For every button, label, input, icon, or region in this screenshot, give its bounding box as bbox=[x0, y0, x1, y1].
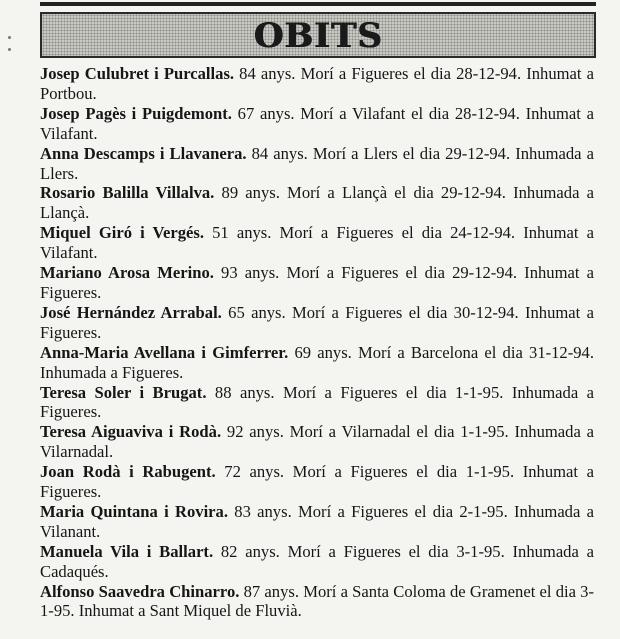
obituary-entry bbox=[40, 223, 594, 263]
deceased-name: Alfonso Saavedra Chinarro. bbox=[40, 581, 240, 601]
obituary-entry bbox=[40, 343, 594, 383]
obituary-entry bbox=[40, 383, 594, 423]
deceased-name: Anna Descamps i Llavanera. bbox=[40, 143, 247, 163]
obituary-entry bbox=[40, 303, 594, 343]
obituary-details: 92 anys. Morí a Vilarnadal el dia 1-1-95. Inhumada a Vilarnadal. bbox=[40, 422, 594, 462]
deceased-name: Teresa Soler i Brugat. bbox=[40, 382, 207, 402]
obituary-details: 84 anys. Morí a Llers el dia 29-12-94. Inhumada a Llers. bbox=[40, 143, 594, 183]
obituary-entry bbox=[40, 542, 594, 582]
obituary-entry bbox=[40, 462, 594, 502]
obituary-details: 67 anys. Morí a Vilafant el dia 28-12-94. Inhumat a Vilafant. bbox=[40, 103, 594, 143]
obituary-details: 69 anys. Morí a Barcelona el dia 31-12-94. Inhumada a Figueres. bbox=[40, 342, 594, 382]
deceased-name: Josep Culubret i Purcallas. bbox=[40, 64, 235, 83]
deceased-name: José Hernández Arrabal. bbox=[40, 302, 222, 322]
obituary-details: 72 anys. Morí a Figueres el dia 1-1-95. Inhumat a Figueres. bbox=[40, 462, 594, 502]
scan-speck bbox=[8, 36, 11, 39]
obituary-details: 87 anys. Morí a Santa Coloma de Gramenet el dia 3-1-95. Inhumat a Sant Miquel de Fluvià. bbox=[40, 581, 595, 621]
deceased-name: Teresa Aiguaviva i Rodà. bbox=[40, 422, 222, 442]
section-header bbox=[40, 12, 596, 58]
obituary-details: 84 anys. Morí a Figueres el dia 28-12-94. Inhumat a Portbou. bbox=[40, 64, 594, 103]
scan-speck bbox=[8, 48, 11, 51]
obituary-entry bbox=[40, 183, 594, 223]
obituary-entry bbox=[40, 144, 594, 184]
deceased-name: Miquel Giró i Vergés. bbox=[40, 223, 205, 243]
deceased-name: Maria Quintana i Rovira. bbox=[40, 501, 228, 521]
section-title: OBITS bbox=[253, 16, 383, 56]
obituary-entry bbox=[40, 263, 594, 303]
obituary-entry bbox=[40, 64, 594, 104]
obituary-entry bbox=[40, 582, 594, 622]
deceased-name: Manuela Vila i Ballart. bbox=[40, 541, 214, 561]
deceased-name: Joan Rodà i Rabugent. bbox=[40, 462, 216, 482]
deceased-name: Mariano Arosa Merino. bbox=[40, 263, 214, 283]
deceased-name: Anna-Maria Avellana i Gimferrer. bbox=[40, 342, 289, 362]
obituary-details: 65 anys. Morí a Figueres el dia 30-12-94. Inhumat a Figueres. bbox=[40, 302, 594, 342]
obituary-details: 93 anys. Morí a Figueres el dia 29-12-94. Inhumat a Figueres. bbox=[40, 263, 594, 302]
obituary-entry bbox=[40, 422, 594, 462]
obituary-details: 89 anys. Morí a Llançà el dia 29-12-94. Inhumada a Llançà. bbox=[40, 183, 595, 223]
obituary-details: 82 anys. Morí a Figueres el dia 3-1-95. Inhumada a Cadaqués. bbox=[40, 541, 594, 581]
obituary-details: 83 anys. Morí a Figueres el dia 2-1-95. Inhumada a Vilanant. bbox=[40, 501, 594, 541]
deceased-name: Josep Pagès i Puigdemont. bbox=[40, 103, 232, 123]
deceased-name: Rosario Balilla Villalva. bbox=[40, 183, 215, 203]
obituary-entry bbox=[40, 104, 594, 144]
top-rule bbox=[40, 2, 596, 6]
obituary-details: 51 anys. Morí a Figueres el dia 24-12-94. Inhumat a Vilafant. bbox=[40, 223, 594, 263]
obituary-list bbox=[40, 64, 594, 621]
obituary-entry bbox=[40, 502, 594, 542]
obituary-details: 88 anys. Morí a Figueres el dia 1-1-95. Inhumada a Figueres. bbox=[40, 382, 594, 422]
